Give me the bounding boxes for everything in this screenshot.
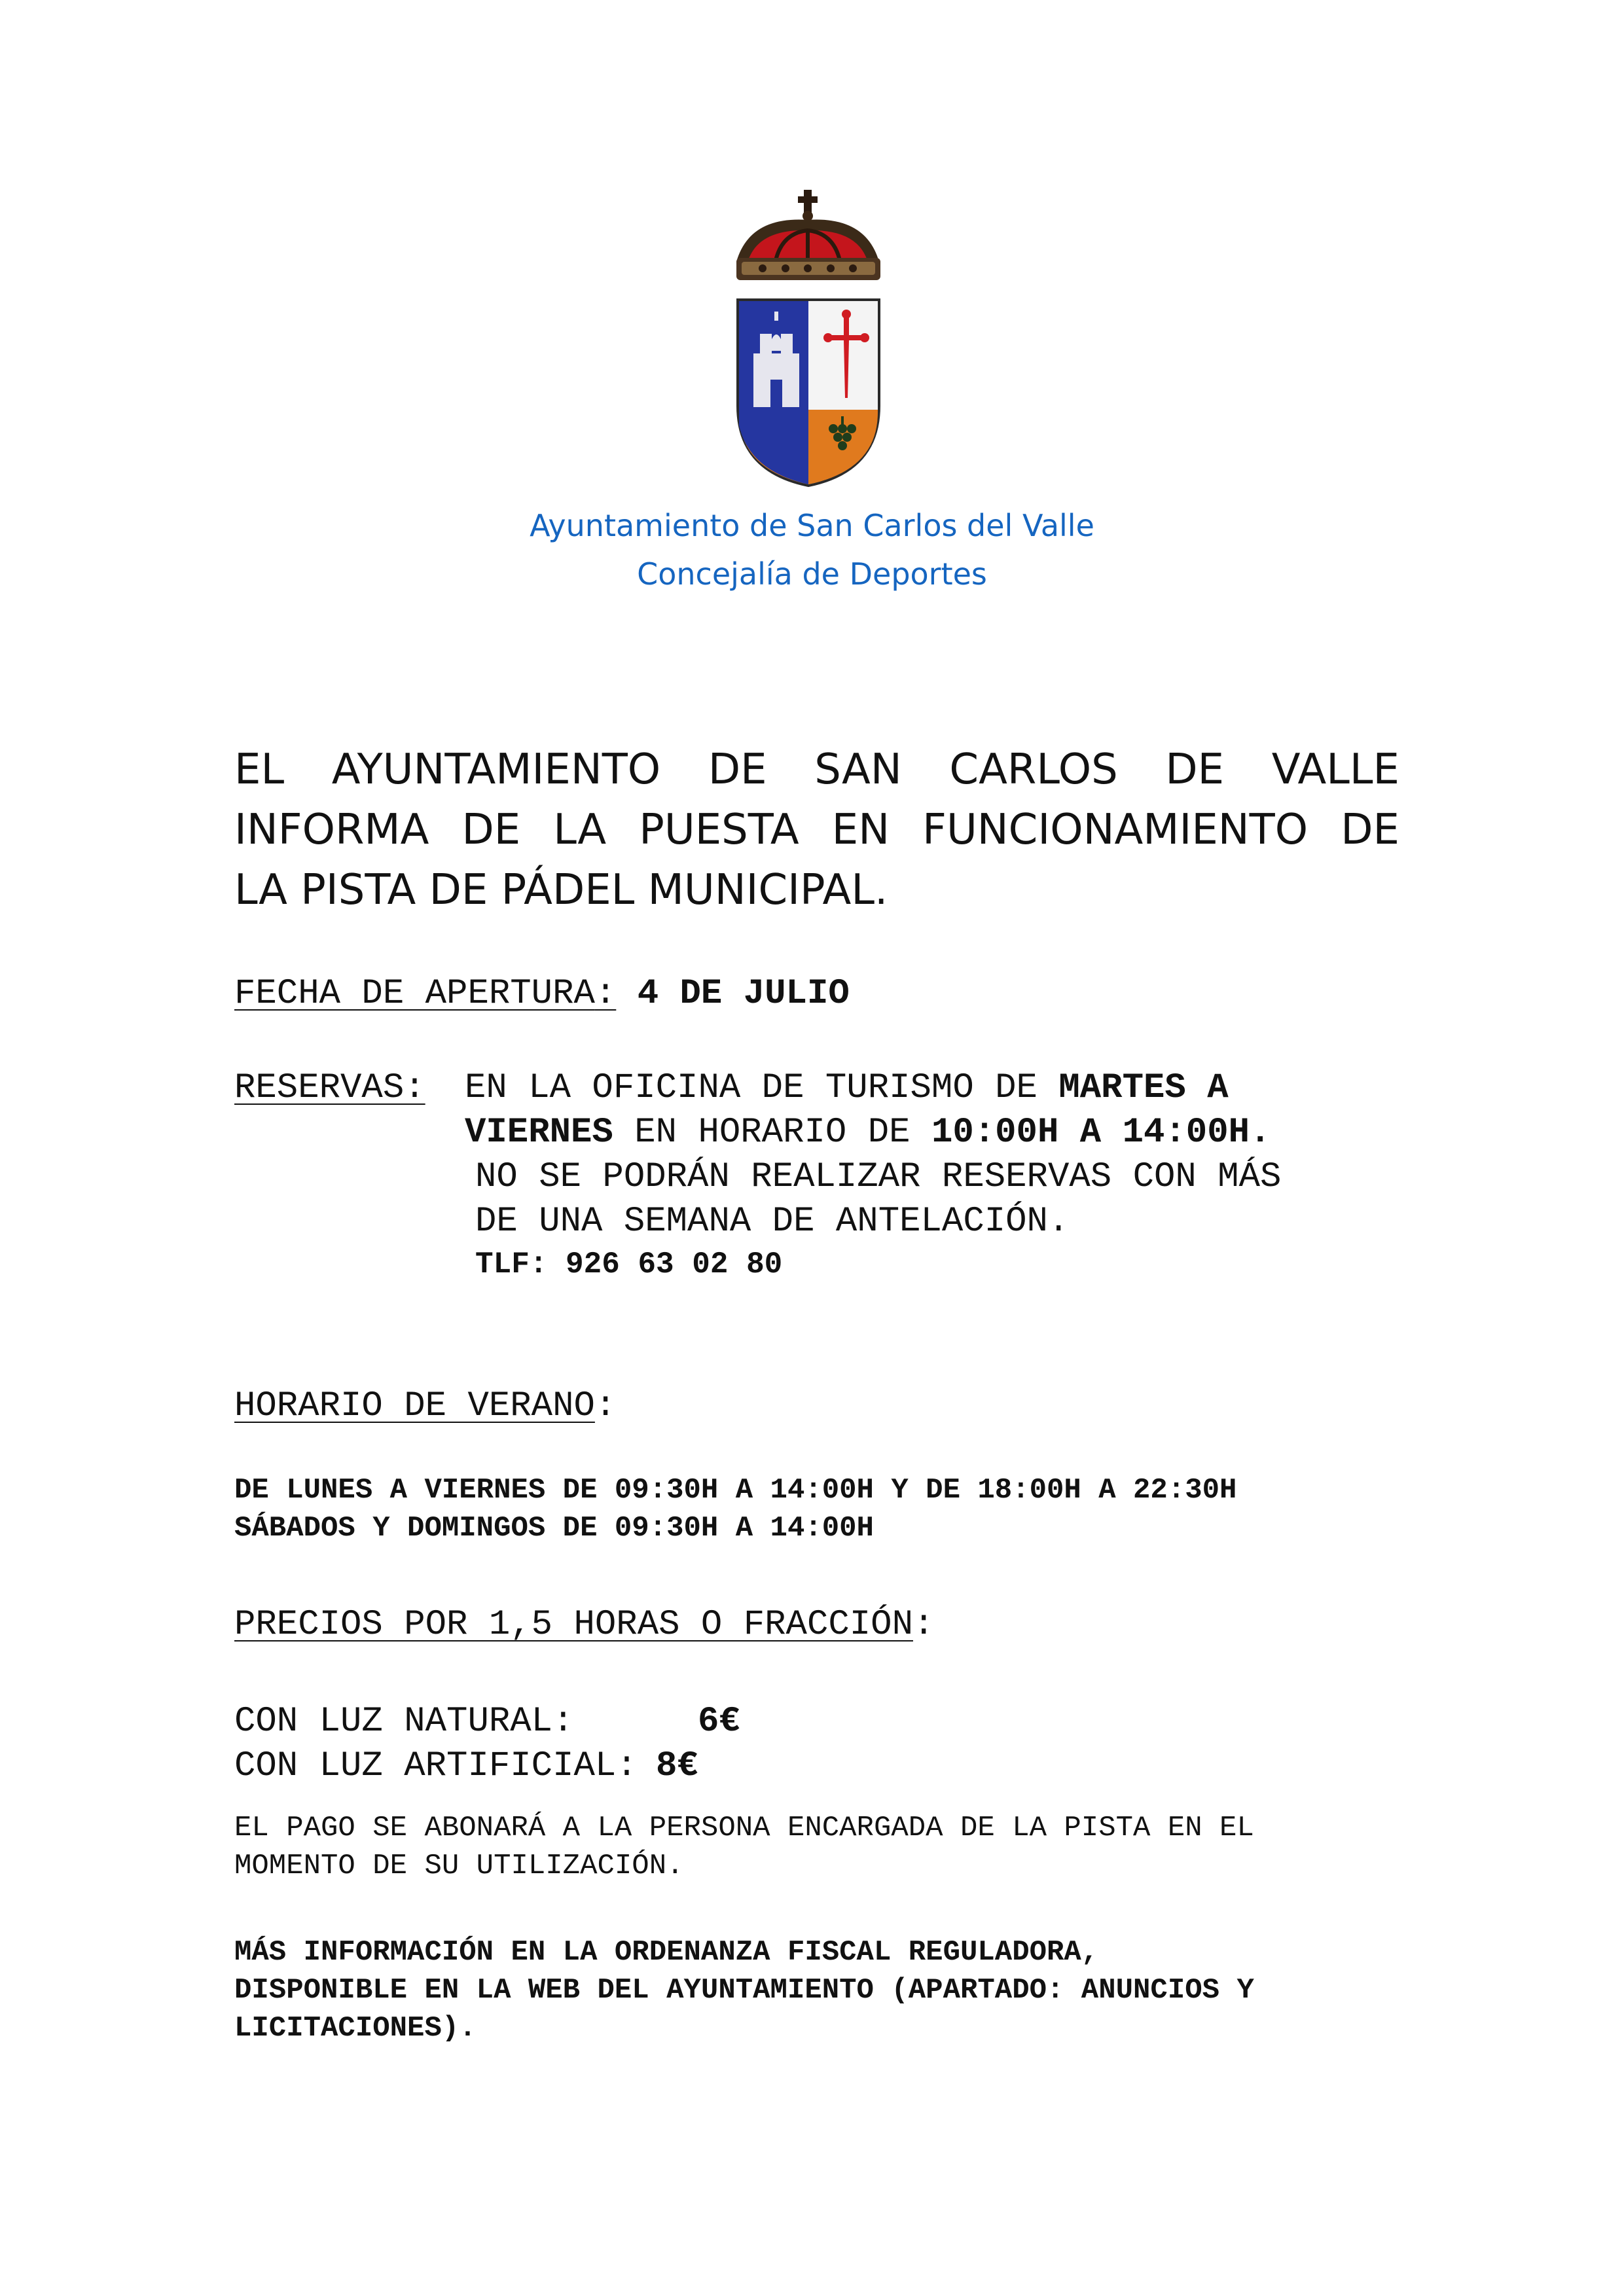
headline-word: AYUNTAMIENTO (331, 745, 661, 794)
prices-label: PRECIOS POR 1,5 HORAS O FRACCIÓN (234, 1605, 913, 1645)
opening-date-label: FECHA DE APERTURA (234, 974, 595, 1014)
price-artificial-light-label: CON LUZ ARTIFICIAL: (234, 1746, 638, 1786)
headline-line-1 (234, 740, 1399, 800)
headline-word: VALLE (1271, 745, 1399, 794)
headline-word: DE (1165, 745, 1225, 794)
price-artificial-light-value: 8€ (656, 1746, 698, 1786)
more-info-line-1: MÁS INFORMACIÓN EN LA ORDENANZA FISCAL REGULADORA, (234, 1936, 1099, 1969)
opening-date-colon: : (594, 974, 617, 1014)
announcement-headline (234, 740, 1399, 920)
payment-note-line-1: EL PAGO SE ABONARÁ A LA PERSONA ENCARGADA DE LA PISTA EN EL (234, 1812, 1254, 1844)
more-info-line-3: LICITACIONES). (234, 2012, 477, 2045)
headline-word: INFORMA (234, 806, 429, 854)
headline-word: DE (1341, 806, 1399, 854)
department-name: Concejalía de Deportes (637, 556, 987, 592)
summer-schedule-label: HORARIO DE VERANO (234, 1386, 595, 1426)
organization-name: Ayuntamiento de San Carlos del Valle (530, 508, 1094, 543)
prices-colon: : (912, 1605, 935, 1645)
reservations-line-2 (465, 1113, 1271, 1153)
headline-word: CARLOS (949, 745, 1118, 794)
headline-line-3: LA PISTA DE PÁDEL MUNICIPAL. (234, 866, 888, 914)
payment-note-line-2: MOMENTO DE SU UTILIZACIÓN. (234, 1850, 684, 1882)
reservations-line-4: DE UNA SEMANA DE ANTELACIÓN. (475, 1202, 1070, 1242)
reservations-days-start: MARTES A (1058, 1068, 1229, 1108)
coat-of-arms-icon (710, 190, 907, 491)
price-natural-light-value: 6€ (698, 1702, 740, 1742)
prices-row (234, 1605, 934, 1645)
schedule-weekends: SÁBADOS Y DOMINGOS DE 09:30H A 14:00H (234, 1512, 874, 1545)
reservations-label: RESERVAS: (234, 1068, 425, 1108)
price-natural-light-label: CON LUZ NATURAL: (234, 1702, 574, 1742)
opening-date-row (234, 974, 850, 1014)
headline-word: PUESTA (639, 806, 799, 854)
reservations-text: EN LA OFICINA DE TURISMO DE (465, 1068, 1059, 1108)
headline-line-2 (234, 800, 1399, 860)
reservations-line-3: NO SE PODRÁN REALIZAR RESERVAS CON MÁS (475, 1157, 1282, 1197)
headline-word: DE (461, 806, 521, 854)
schedule-weekdays: DE LUNES A VIERNES DE 09:30H A 14:00H Y DE 18:00H A 22:30H (234, 1474, 1237, 1507)
headline-word: LA (553, 806, 607, 854)
reservations-days-end: VIERNES (465, 1113, 613, 1153)
summer-schedule-colon: : (594, 1386, 617, 1426)
headline-word: FUNCIONAMIENTO (922, 806, 1308, 854)
reservations-text: EN HORARIO DE (613, 1113, 931, 1153)
summer-schedule-row (234, 1386, 616, 1426)
reservations-hours: 10:00H A 14:00H. (931, 1113, 1271, 1153)
phone-number: TLF: 926 63 02 80 (475, 1247, 783, 1282)
more-info-line-2: DISPONIBLE EN LA WEB DEL AYUNTAMIENTO (APARTADO: ANUNCIOS Y (234, 1974, 1254, 2007)
headline-word: EL (234, 745, 285, 794)
headline-word: SAN (814, 745, 902, 794)
opening-date-value: 4 DE JULIO (637, 974, 850, 1014)
reservations-line-1 (465, 1068, 1229, 1108)
headline-word: EN (831, 806, 890, 854)
reservations-label-row (234, 1068, 425, 1108)
headline-word: DE (708, 745, 767, 794)
